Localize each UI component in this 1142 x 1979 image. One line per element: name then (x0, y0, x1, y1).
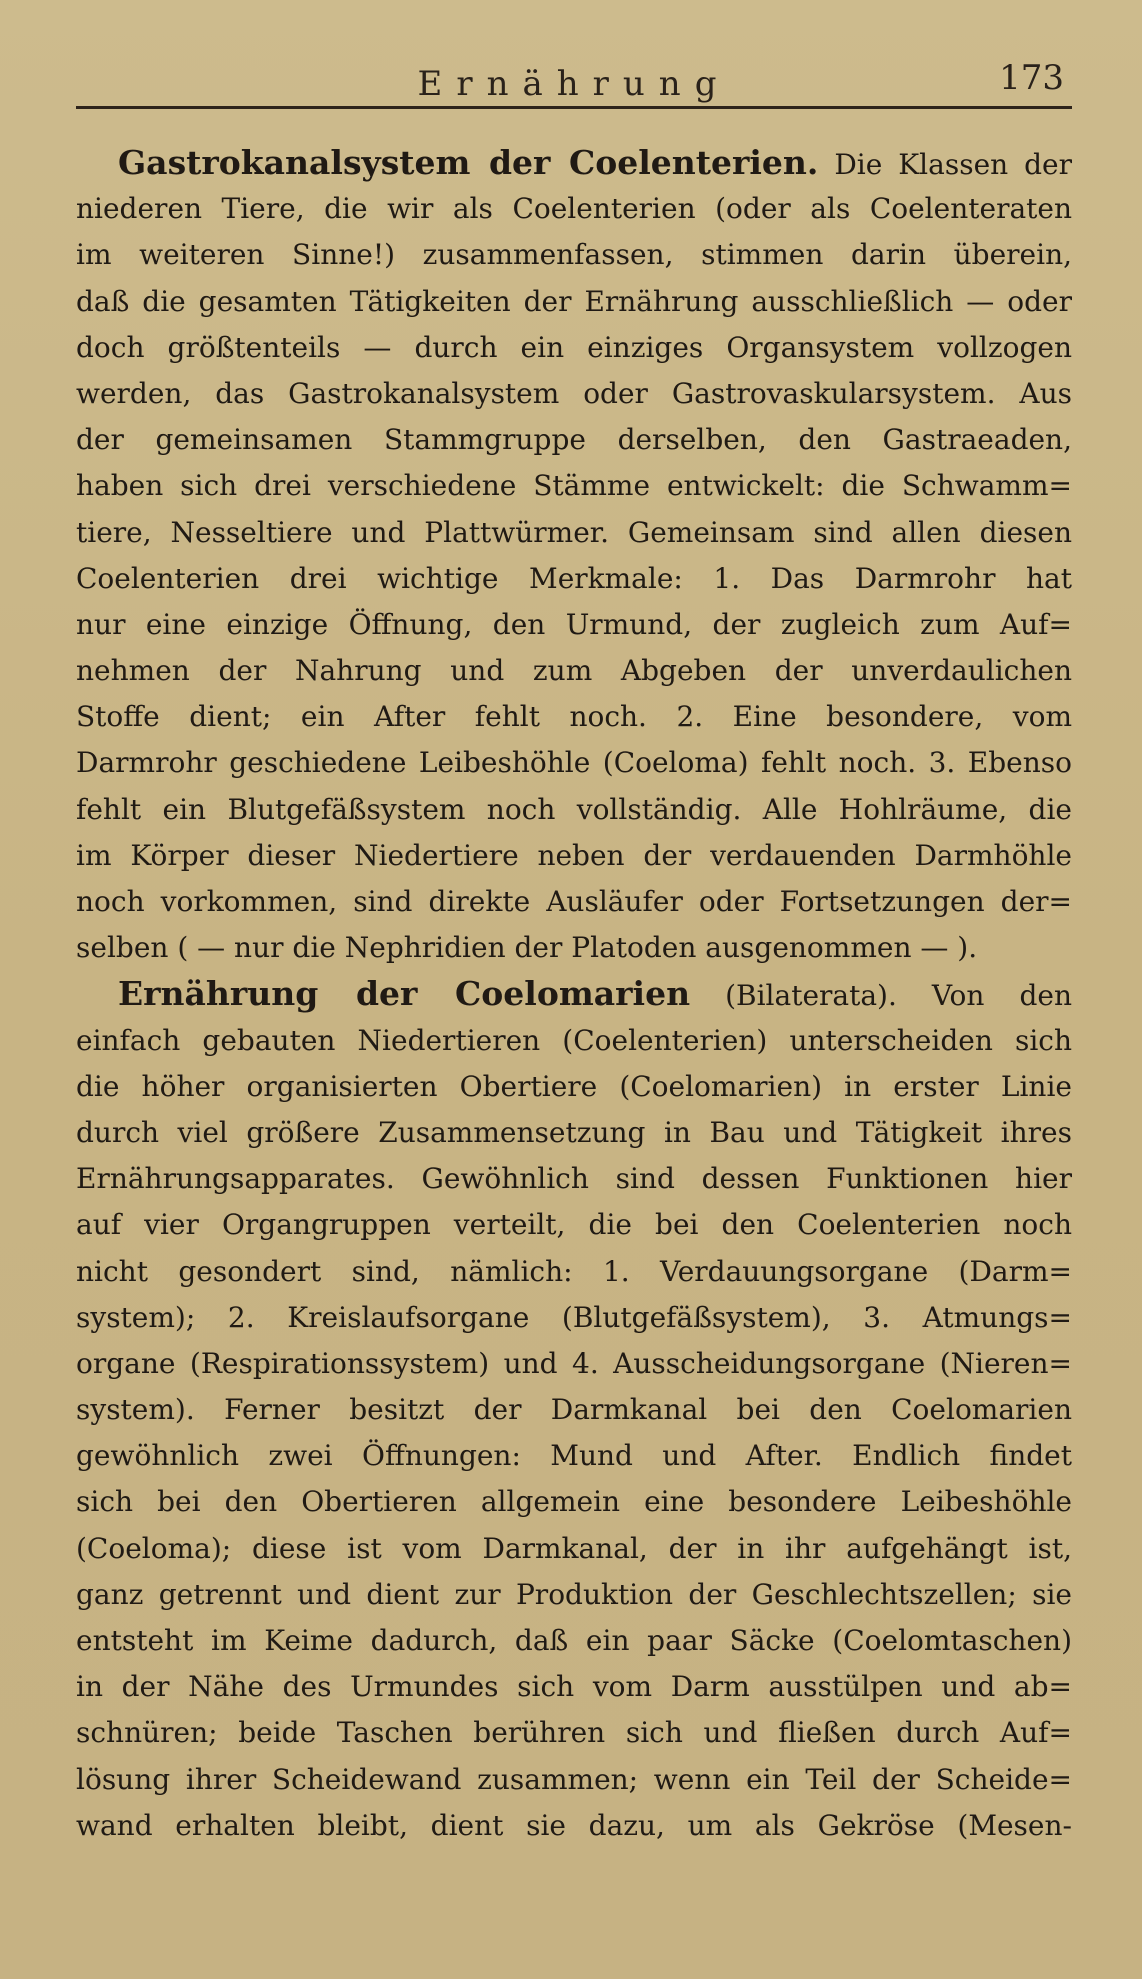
text-line: im weiteren Sinne!) zusammenfassen, stimmen darin überein, (76, 238, 1072, 272)
text-line: daß die gesamten Tätigkeiten der Ernährung ausschließlich — oder (76, 284, 1072, 318)
text-line: noch vorkommen, sind direkte Ausläufer oder Fortsetzungen der= (76, 885, 1072, 918)
text-line: durch viel größere Zusammensetzung in Bau und Tätigkeit ihres (76, 1115, 1072, 1149)
text-line: einfach gebauten Niedertieren (Coelenterien) unterscheiden sich (76, 1023, 1072, 1057)
text-line: in der Nähe des Urmundes sich vom Darm ausstülpen und ab= (76, 1670, 1072, 1704)
section-heading: Gastrokanalsystem der Coelenterien. (118, 143, 819, 182)
text-line: nur eine einzige Öffnung, den Urmund, der zugleich zum Auf= (76, 607, 1072, 641)
text-line: niederen Tiere, die wir als Coelenterien (oder als Coelenteraten (76, 192, 1072, 226)
text-line: ganz getrennt und dient zur Produktion der Geschlechtszellen; sie (76, 1577, 1072, 1611)
text-line: schnüren; beide Taschen berühren sich und fließen durch Auf= (76, 1716, 1072, 1750)
header-rule (76, 106, 1072, 109)
text-line: Stoffe dient; ein After fehlt noch. 2. Eine besondere, vom (76, 700, 1072, 734)
text-line: Darmrohr geschiedene Leibeshöhle (Coeloma) fehlt noch. 3. Ebenso (76, 746, 1072, 780)
text-line: Coelenterien drei wichtige Merkmale: 1. Das Darmrohr hat (76, 561, 1072, 595)
text-line: auf vier Organgruppen verteilt, die bei den Coelenterien noch (76, 1208, 1072, 1242)
line-text: (Bilaterata). Von den (690, 979, 1072, 1013)
section-heading: Ernährung der Coelomarien (118, 974, 691, 1014)
text-line (76, 971, 1072, 1017)
text-line: organe (Respirationssystem) und 4. Ausscheidungsorgane (Nieren= (76, 1346, 1072, 1380)
page-number: 173 (999, 58, 1064, 98)
text-line: (Coeloma); diese ist vom Darmkanal, der in ihr aufgehängt ist, (76, 1531, 1072, 1565)
text-line: system); 2. Kreislaufsorgane (Blutgefäßsystem), 3. Atmungs= (76, 1300, 1072, 1334)
body-text (76, 140, 1072, 1960)
text-line: wand erhalten bleibt, dient sie dazu, um als Gekröse (Mesen- (76, 1808, 1072, 1842)
text-line: Ernährungsapparates. Gewöhnlich sind dessen Funktionen hier (76, 1162, 1072, 1196)
text-line: die höher organisierten Obertiere (Coelomarien) in erster Linie (76, 1069, 1072, 1103)
text-line: doch größtenteils — durch ein einziges Organsystem vollzogen (76, 330, 1072, 364)
text-line: im Körper dieser Niedertiere neben der verdauenden Darmhöhle (76, 838, 1072, 872)
text-line: selben ( — nur die Nephridien der Platoden ausgenommen — ). (76, 931, 978, 965)
text-line: fehlt ein Blutgefäßsystem noch vollständig. Alle Hohlräume, die (76, 792, 1072, 826)
text-line: gewöhnlich zwei Öffnungen: Mund und After. Endlich findet (76, 1439, 1072, 1473)
text-line: werden, das Gastrokanalsystem oder Gastrovaskularsystem. Aus (76, 376, 1072, 410)
text-line: nehmen der Nahrung und zum Abgeben der unverdaulichen (76, 654, 1072, 688)
text-line: entsteht im Keime dadurch, daß ein paar Säcke (Coelomtaschen) (76, 1624, 1072, 1657)
text-line: tiere, Nesseltiere und Plattwürmer. Gemeinsam sind allen diesen (76, 515, 1072, 549)
text-line: haben sich drei verschiedene Stämme entwickelt: die Schwamm= (76, 469, 1072, 503)
running-header (76, 54, 1072, 106)
line-text: Die Klassen der (818, 148, 1072, 181)
running-title: Ernährung (417, 64, 731, 104)
text-line (76, 140, 1072, 186)
text-line: sich bei den Obertieren allgemein eine besondere Leibeshöhle (76, 1485, 1072, 1519)
text-line: lösung ihrer Scheidewand zusammen; wenn ein Teil der Scheide= (76, 1762, 1072, 1796)
text-line: system). Ferner besitzt der Darmkanal bei den Coelomarien (76, 1393, 1072, 1427)
text-line: der gemeinsamen Stammgruppe derselben, den Gastraeaden, (76, 423, 1072, 457)
text-line: nicht gesondert sind, nämlich: 1. Verdauungsorgane (Darm= (76, 1254, 1072, 1288)
